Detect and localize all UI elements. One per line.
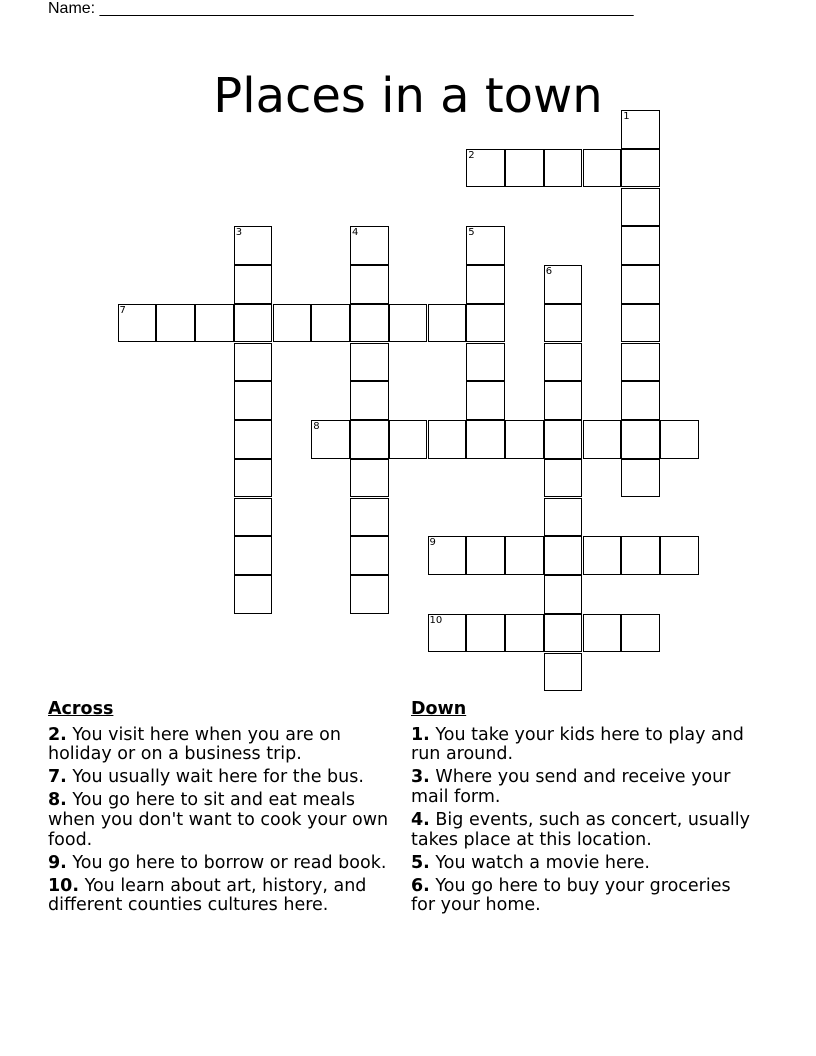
grid-cell[interactable] (544, 498, 583, 537)
grid-cell[interactable] (544, 614, 583, 653)
grid-cell[interactable] (428, 420, 467, 459)
grid-cell[interactable] (350, 304, 389, 343)
across-heading: Across (48, 699, 114, 719)
clue-text: You watch a movie here. (435, 852, 650, 873)
grid-cell[interactable] (544, 575, 583, 614)
clue-number: 2. (48, 724, 67, 745)
grid-cell[interactable] (118, 304, 157, 343)
grid-cell[interactable] (621, 420, 660, 459)
down-clues (411, 700, 756, 919)
grid-cell[interactable] (428, 614, 467, 653)
clue-number: 4. (411, 809, 430, 830)
grid-cell[interactable] (544, 653, 583, 692)
grid-cell[interactable] (583, 420, 622, 459)
grid-cell[interactable] (350, 420, 389, 459)
grid-cell[interactable] (234, 575, 273, 614)
grid-cell[interactable] (466, 420, 505, 459)
grid-cell[interactable] (544, 381, 583, 420)
clue-number: 6. (411, 875, 430, 896)
grid-cell[interactable] (234, 226, 273, 265)
grid-cell[interactable] (428, 304, 467, 343)
clue-text: You visit here when you are on holiday or on a business trip. (48, 724, 341, 765)
grid-cell[interactable] (428, 536, 467, 575)
grid-cell[interactable] (234, 381, 273, 420)
grid-cell[interactable] (544, 265, 583, 304)
grid-cell[interactable] (544, 343, 583, 382)
grid-cell[interactable] (350, 265, 389, 304)
clue-text: You usually wait here for the bus. (72, 767, 364, 788)
grid-cell[interactable] (621, 459, 660, 498)
grid-cell[interactable] (350, 575, 389, 614)
grid-cell[interactable] (350, 498, 389, 537)
down-clue (411, 726, 756, 765)
grid-cell[interactable] (621, 536, 660, 575)
across-clues (48, 700, 400, 919)
grid-cell[interactable] (621, 381, 660, 420)
grid-cell[interactable] (621, 343, 660, 382)
grid-cell[interactable] (234, 536, 273, 575)
grid-cell[interactable] (621, 265, 660, 304)
clue-number: 3. (411, 767, 430, 788)
down-clue (411, 811, 756, 850)
page-title: Places in a town (213, 68, 603, 125)
cell-number: 5 (468, 227, 475, 239)
across-clue (48, 726, 400, 765)
grid-cell[interactable] (311, 420, 350, 459)
grid-cell[interactable] (505, 149, 544, 188)
across-clue (48, 768, 400, 788)
cell-number: 8 (313, 421, 320, 432)
grid-cell[interactable] (583, 536, 622, 575)
grid-cell[interactable] (466, 343, 505, 382)
grid-cell[interactable] (350, 343, 389, 382)
grid-cell[interactable] (350, 226, 389, 265)
grid-cell[interactable] (660, 536, 699, 575)
across-clue (48, 854, 400, 874)
grid-cell[interactable] (234, 459, 273, 498)
clue-text: You go here to buy your groceries for your home. (411, 875, 731, 916)
clue-text: You take your kids here to play and run around. (411, 724, 744, 765)
cell-number: 10 (429, 614, 443, 626)
across-clue (48, 877, 400, 916)
grid-cell[interactable] (621, 614, 660, 653)
grid-cell[interactable] (505, 614, 544, 653)
grid-cell[interactable] (311, 304, 350, 343)
grid-cell[interactable] (583, 614, 622, 653)
grid-cell[interactable] (544, 420, 583, 459)
clue-number: 10. (48, 875, 80, 896)
down-clue (411, 768, 756, 807)
clue-text: You go here to sit and eat meals when you don't want to cook your own food. (48, 790, 389, 850)
down-clue (411, 854, 756, 874)
grid-cell[interactable] (621, 110, 660, 149)
grid-cell[interactable] (505, 420, 544, 459)
clue-text: Where you send and receive your mail form. (411, 767, 731, 807)
cell-number: 6 (545, 266, 553, 277)
grid-cell[interactable] (350, 381, 389, 420)
grid-cell[interactable] (544, 304, 583, 343)
grid-cell[interactable] (544, 536, 583, 575)
grid-cell[interactable] (466, 536, 505, 575)
cell-number: 2 (468, 149, 475, 161)
grid-cell[interactable] (621, 304, 660, 343)
clue-number: 8. (48, 790, 67, 811)
grid-cell[interactable] (234, 498, 273, 537)
grid-cell[interactable] (660, 420, 699, 459)
down-heading: Down (411, 699, 467, 719)
cell-number: 7 (119, 304, 126, 316)
down-clue (411, 877, 756, 916)
clue-text: You learn about art, history, and different counties cultures here. (48, 875, 367, 916)
clue-text: Big events, such as concert, usually takes place at this location. (411, 809, 751, 850)
grid-cell[interactable] (621, 149, 660, 188)
grid-cell[interactable] (234, 304, 273, 343)
grid-cell[interactable] (544, 149, 583, 188)
name-field[interactable]: Name: ____________________________________________________________ (48, 0, 634, 17)
grid-cell[interactable] (466, 149, 505, 188)
grid-cell[interactable] (350, 459, 389, 498)
grid-cell[interactable] (621, 226, 660, 265)
cell-number: 1 (623, 111, 630, 122)
grid-cell[interactable] (195, 304, 234, 343)
grid-cell[interactable] (466, 381, 505, 420)
clue-number: 1. (411, 724, 430, 745)
grid-cell[interactable] (389, 420, 428, 459)
grid-cell[interactable] (466, 265, 505, 304)
clue-number: 9. (48, 852, 67, 873)
clue-number: 7. (48, 767, 67, 788)
grid-cell[interactable] (156, 304, 195, 343)
grid-cell[interactable] (234, 343, 273, 382)
cell-number: 3 (235, 227, 243, 239)
grid-cell[interactable] (466, 614, 505, 653)
grid-cell[interactable] (505, 536, 544, 575)
cell-number: 9 (429, 537, 436, 549)
grid-cell[interactable] (466, 304, 505, 343)
across-clue (48, 791, 400, 850)
grid-cell[interactable] (466, 226, 505, 265)
cell-number: 4 (352, 227, 359, 239)
clue-text: You go here to borrow or read book. (72, 852, 387, 873)
grid-cell[interactable] (234, 420, 273, 459)
grid-cell[interactable] (544, 459, 583, 498)
grid-cell[interactable] (621, 188, 660, 227)
clue-number: 5. (411, 852, 430, 873)
grid-cell[interactable] (583, 149, 622, 188)
grid-cell[interactable] (350, 536, 389, 575)
grid-cell[interactable] (389, 304, 428, 343)
grid-cell[interactable] (273, 304, 312, 343)
grid-cell[interactable] (234, 265, 273, 304)
